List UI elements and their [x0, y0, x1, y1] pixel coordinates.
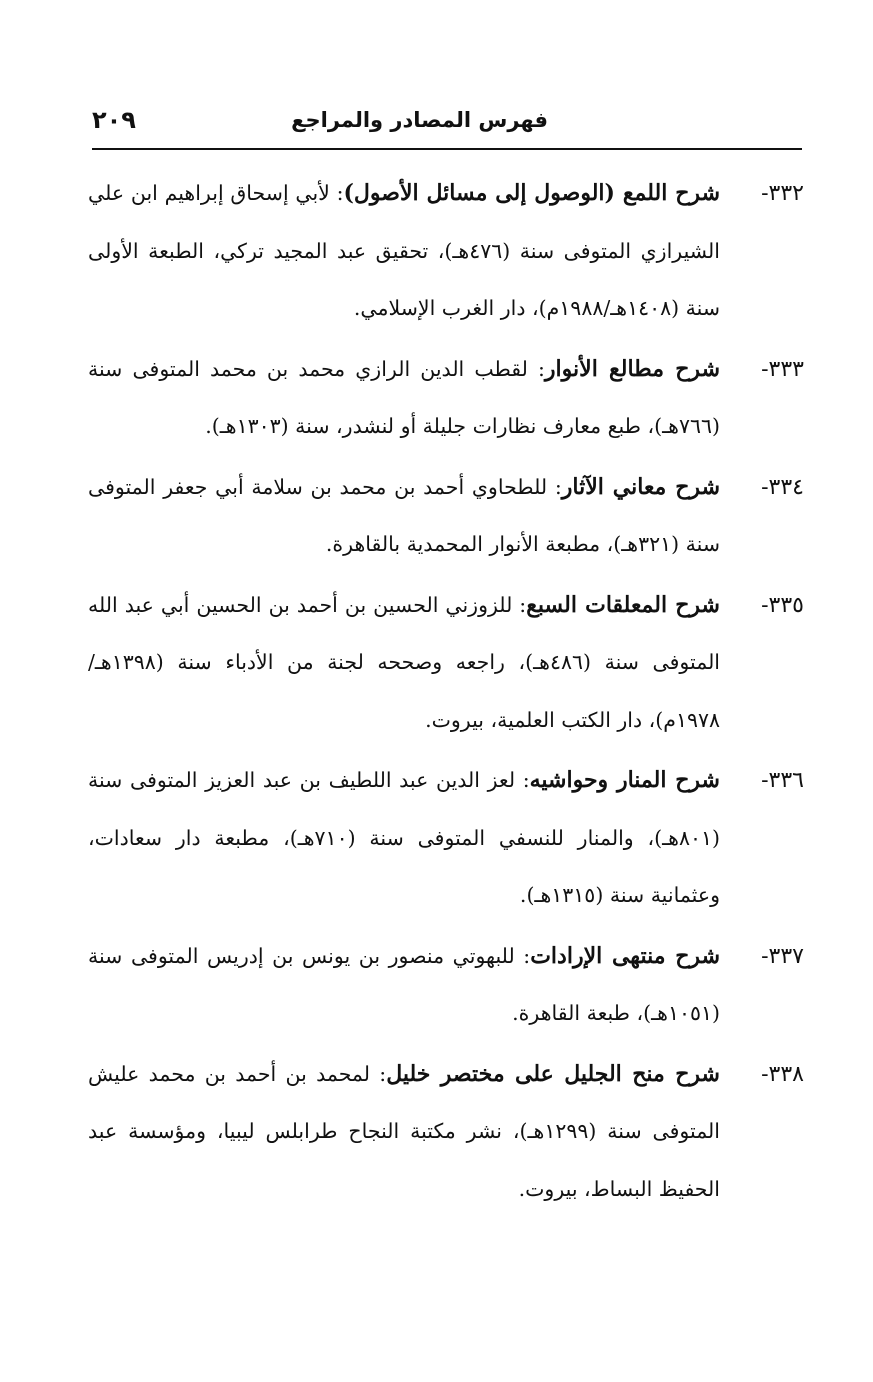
entry-description: : للزوزني الحسين بن أحمد بن الحسين أبي عبد الله المتوفى سنة (٤٨٦هـ)، راجعه وصححه لجنة من الأدباء سنة (١٣٩٨هـ/١٩٧٨م)، دار الكتب العلمية، بيروت.: [88, 592, 721, 732]
bibliography-entry: [88, 928, 804, 1043]
entry-description: : لأبي إسحاق إبراهيم ابن علي الشيرازي المتوفى سنة (٤٧٦هـ)، تحقيق عبد المجيد تركي، الطبعة الأولى سنة (١٤٠٨هـ/١٩٨٨م)، دار الغرب الإسلامي.: [88, 181, 720, 320]
bibliography-entry: [88, 341, 804, 456]
entry-title: شرح مطالع الأنوار: [544, 355, 721, 382]
header-title: فهرس المصادر والمراجع: [291, 108, 548, 132]
bibliography-entry: [88, 1046, 804, 1219]
entry-description: : للبهوتي منصور بن يونس بن إدريس المتوفى سنة (١٠٥١هـ)، طبعة القاهرة.: [88, 943, 720, 1025]
entry-title: شرح منتهى الإرادات: [530, 942, 721, 969]
page-header: [92, 106, 800, 146]
entry-title: شرح منح الجليل على مختصر خليل: [386, 1060, 720, 1087]
entry-number: ٣٣٥-: [761, 592, 804, 618]
entry-number: ٣٣٣-: [761, 356, 804, 382]
bibliography-entry: [88, 752, 804, 925]
entry-number: ٣٣٧-: [761, 943, 804, 969]
entry-title: شرح اللمع (الوصول إلى مسائل الأصول): [343, 180, 720, 206]
entry-title: شرح المعلقات السبع: [526, 591, 720, 618]
entry-number: ٣٣٤-: [761, 474, 804, 500]
entry-description: : لقطب الدين الرازي محمد بن محمد المتوفى سنة (٧٦٦هـ)، طبع معارف نظارات جليلة أو لنشدر، سنة (١٣٠٣هـ).: [88, 356, 720, 438]
entry-number: ٣٣٦-: [761, 768, 804, 793]
entry-title: شرح معاني الآثار: [561, 473, 720, 500]
header-rule: [92, 148, 802, 150]
entry-description: : لعز الدين عبد اللطيف بن عبد العزيز المتوفى سنة (٨٠١هـ)، والمنار للنسفي المتوفى سنة (٧١٠هـ)، مطبعة دار سعادات، وعثمانية سنة (١٣١٥هـ).: [88, 768, 720, 907]
entry-number: ٣٣٢-: [761, 181, 804, 206]
bibliography-list: [88, 165, 804, 1218]
entry-title: شرح المنار وحواشيه: [529, 767, 720, 793]
bibliography-entry: [88, 459, 804, 574]
page-number: ٢٠٩: [92, 106, 136, 134]
entry-number: ٣٣٨-: [761, 1061, 804, 1087]
bibliography-entry: [88, 165, 804, 338]
entry-description: : لمحمد بن أحمد بن محمد عليش المتوفى سنة (١٢٩٩هـ)، نشر مكتبة النجاح طرابلس ليبيا، ومؤسسة عبد الحفيظ البساط، بيروت.: [88, 1061, 720, 1201]
bibliography-entry: [88, 577, 804, 750]
entry-description: : للطحاوي أحمد بن محمد بن سلامة أبي جعفر المتوفى سنة (٣٢١هـ)، مطبعة الأنوار المحمدية بالقاهرة.: [88, 474, 720, 556]
